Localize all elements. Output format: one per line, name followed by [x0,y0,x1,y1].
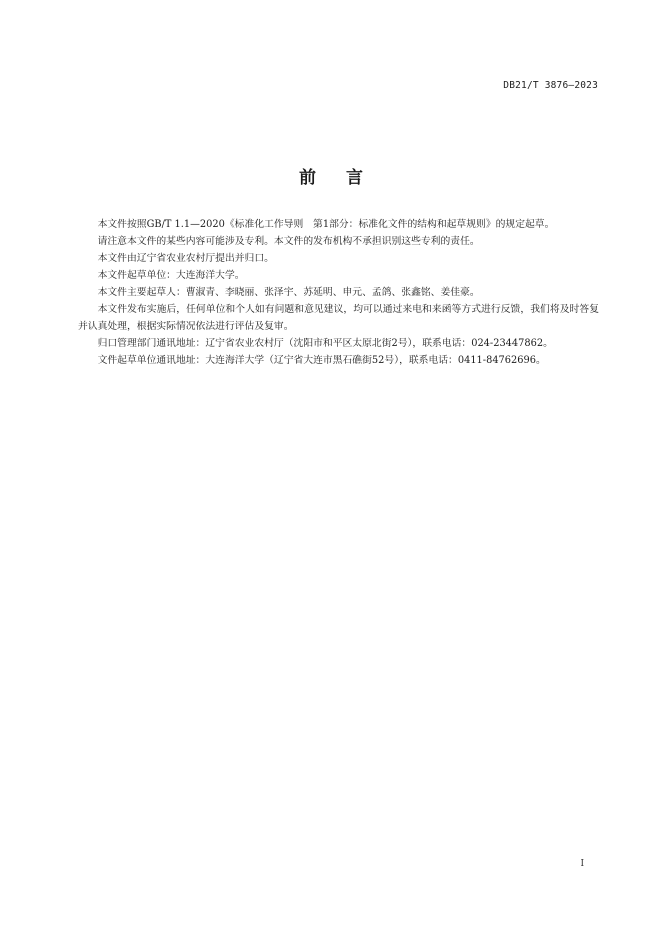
paragraph-drafters: 本文件主要起草人：曹淑青、李晓丽、张泽宇、苏延明、申元、孟鸽、张鑫铭、姜佳豪。 [97,287,480,298]
paragraph-drafting-basis: 本文件按照GB/T 1.1—2020《标准化工作导则 第1部分：标准化文件的结构和起草规则》的规定起草。 [97,219,555,230]
page-title [0,163,662,188]
title-char-2: 言 [346,168,363,188]
paragraph-feedback: 本文件发布实施后，任何单位和个人如有问题和意见建议，均可以通过来电和来函等方式进行反馈，我们将及时答复并认真处理，根据实际情况依法进行评估及复审。 [78,304,599,332]
title-char-1: 前 [299,168,316,188]
document-code: DB21/T 3876—2023 [503,80,598,91]
paragraph-drafter-address: 文件起草单位通讯地址：大连海洋大学（辽宁省大连市黑石礁街52号），联系电话：0411-84762696。 [97,355,546,366]
paragraph-patent-notice: 请注意本文件的某些内容可能涉及专利。本文件的发布机构不承担识别这些专利的责任。 [97,236,480,247]
paragraph-proposer: 本文件由辽宁省农业农村厅提出并归口。 [97,253,274,264]
foreword-body [78,216,599,369]
paragraph-drafting-unit: 本文件起草单位：大连海洋大学。 [97,270,245,281]
page-number: I [580,859,584,869]
paragraph-authority-address: 归口管理部门通讯地址：辽宁省农业农村厅（沈阳市和平区太原北街2号），联系电话：024-23447862。 [97,338,553,349]
